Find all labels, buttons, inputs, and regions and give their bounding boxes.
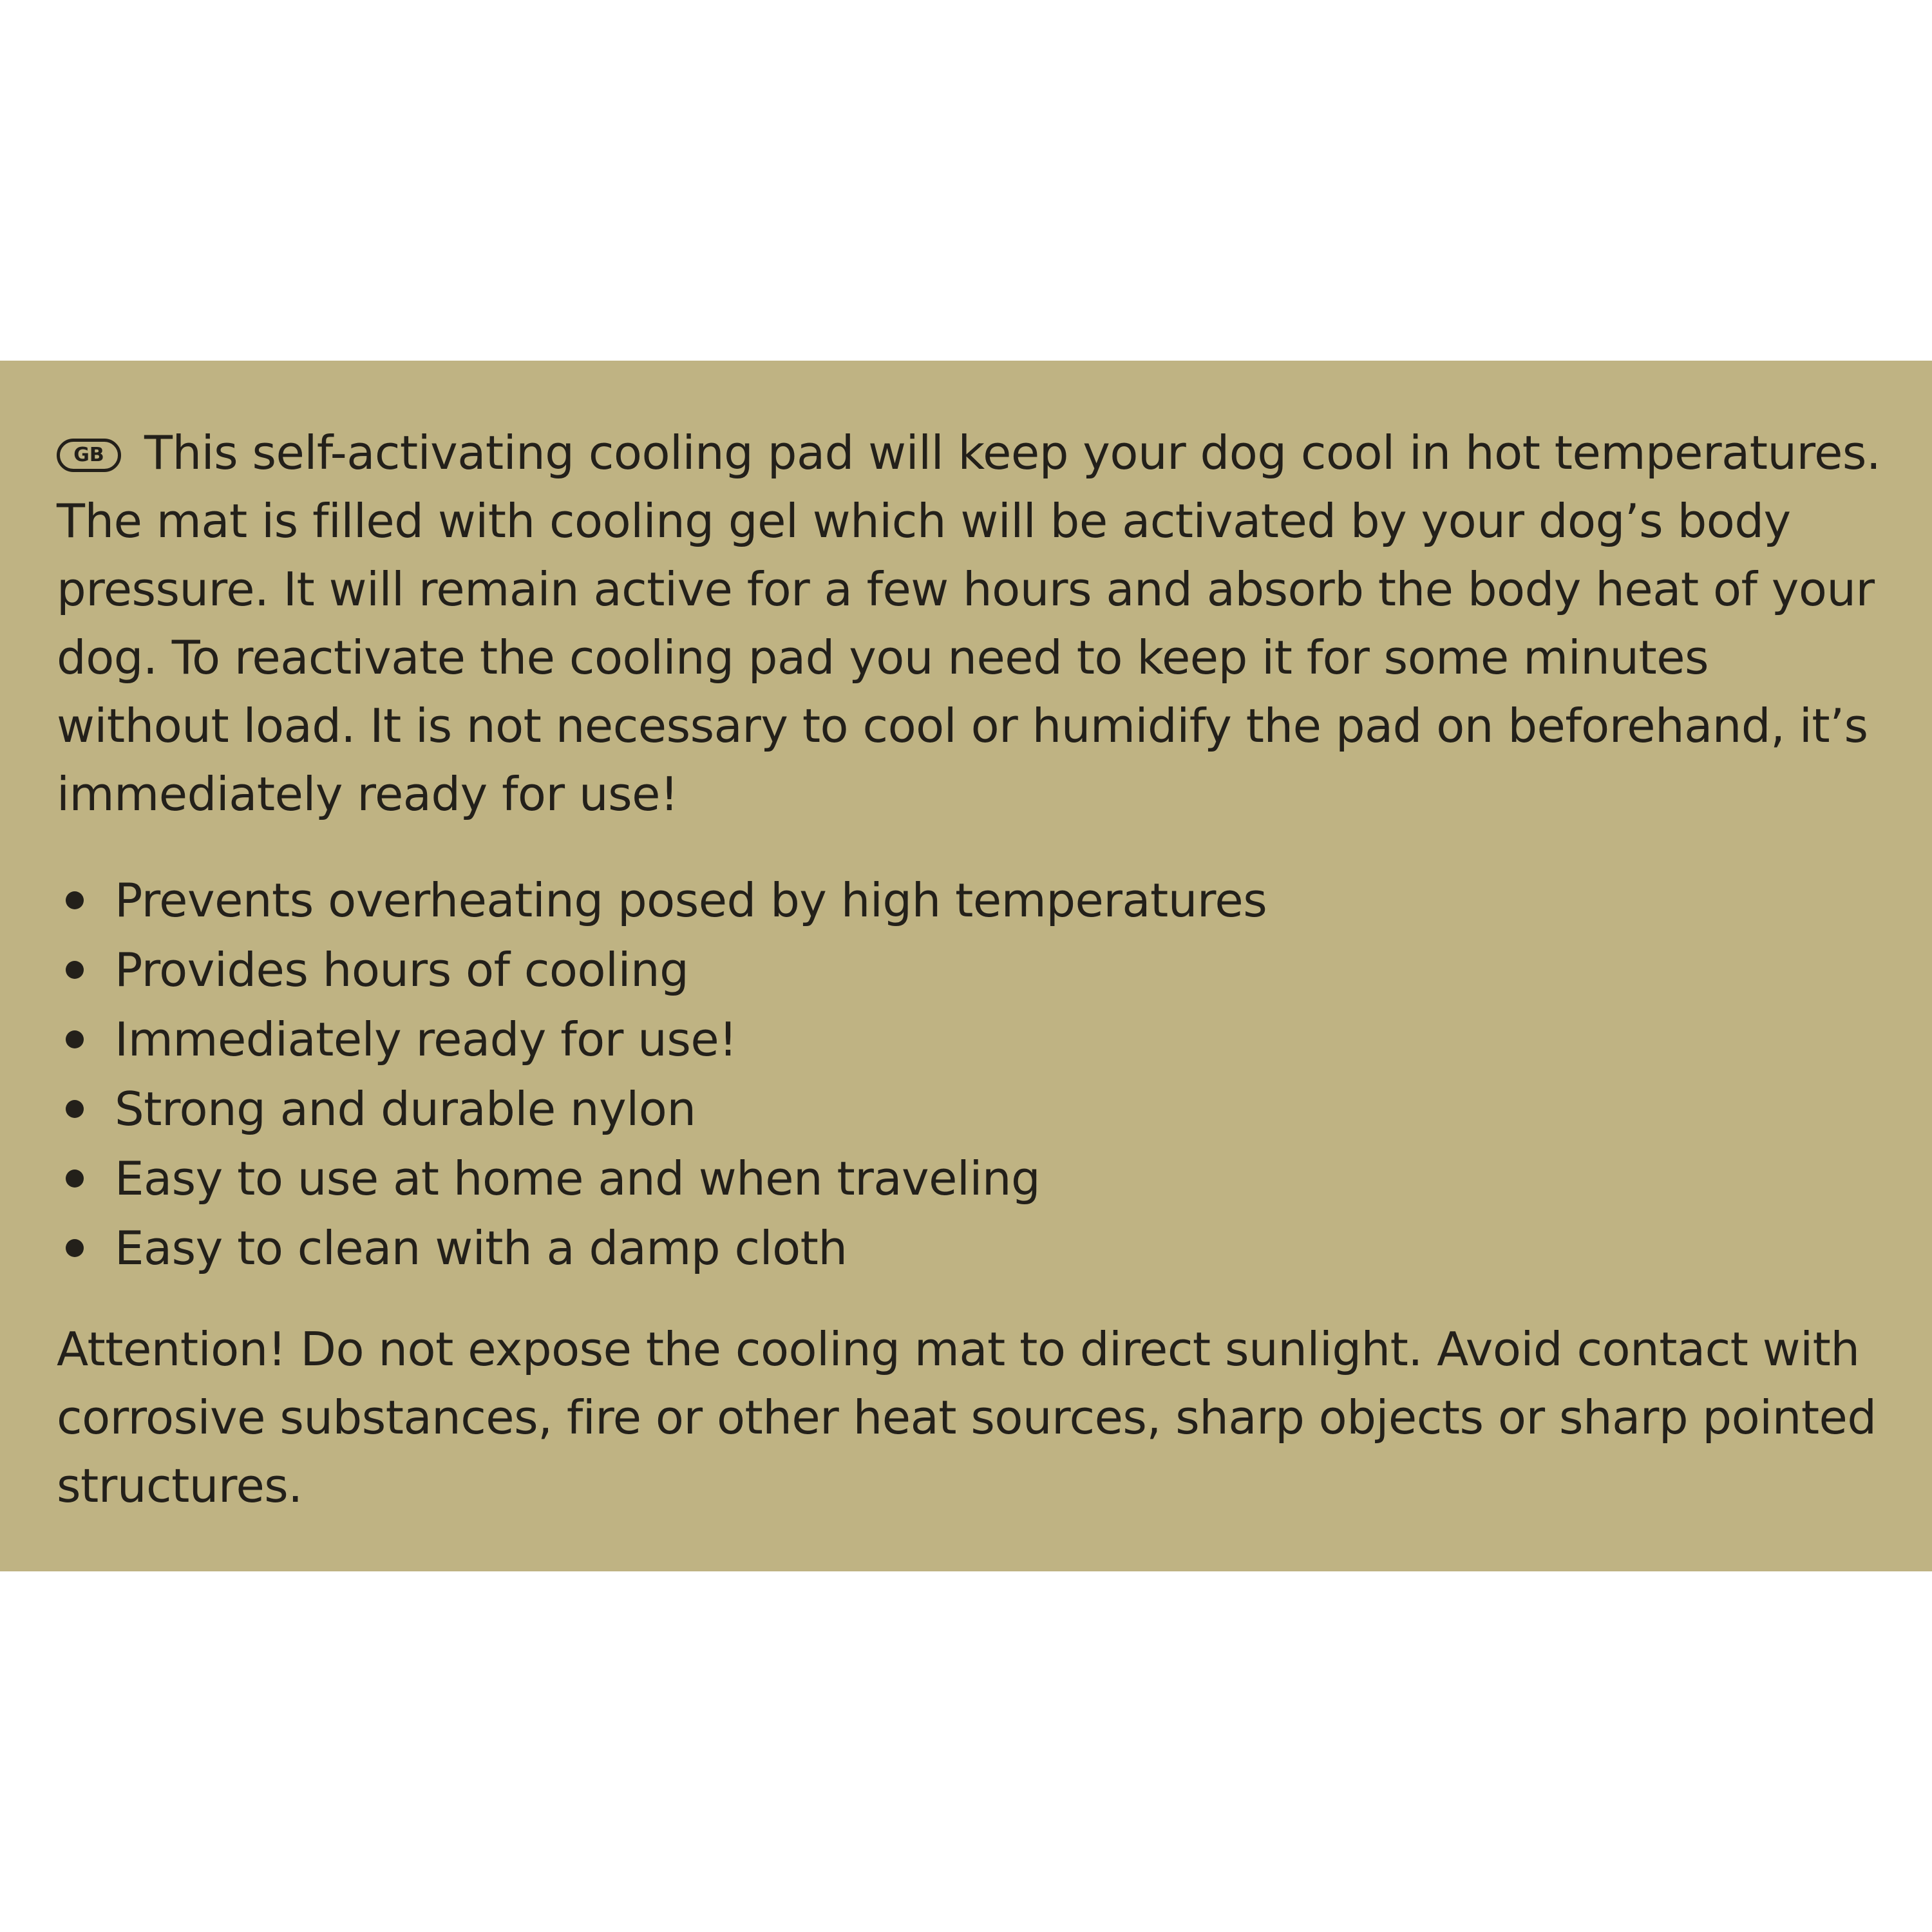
bullet-icon xyxy=(66,1030,84,1048)
feature-item xyxy=(57,1213,1893,1283)
bullet-icon xyxy=(66,961,84,979)
intro-text: This self-activating cooling pad will keep your dog cool in hot temperatures. The mat is filled with cooling gel which will be activated by your dog’s body pressure. It will remain active for a few hours and absorb the body heat of your dog. To reactivate the cooling pad you need to keep it for some minutes without load. It is not necessary to cool or humidify the pad on beforehand, it’s immediately ready for use! xyxy=(57,426,1881,821)
language-badge: GB xyxy=(57,439,121,472)
bullet-icon xyxy=(66,1100,84,1118)
feature-item xyxy=(57,1074,1893,1144)
bullet-icon xyxy=(66,1239,84,1257)
product-info-panel xyxy=(0,361,1932,1571)
feature-text: Provides hours of cooling xyxy=(115,943,689,997)
feature-text: Immediately ready for use! xyxy=(115,1012,737,1066)
feature-text: Prevents overheating posed by high temperatures xyxy=(115,873,1267,927)
feature-item xyxy=(57,1144,1893,1213)
feature-item xyxy=(57,935,1893,1005)
bullet-icon xyxy=(66,1170,84,1188)
bullet-icon xyxy=(66,891,84,909)
feature-text: Easy to use at home and when traveling xyxy=(115,1151,1041,1206)
intro-paragraph xyxy=(57,419,1893,828)
feature-item xyxy=(57,866,1893,935)
feature-list xyxy=(57,866,1893,1283)
feature-text: Strong and durable nylon xyxy=(115,1082,696,1136)
feature-item xyxy=(57,1005,1893,1074)
attention-paragraph: Attention! Do not expose the cooling mat to direct sunlight. Avoid contact with corrosive substances, fire or other heat sources, sharp objects or sharp pointed structures. xyxy=(57,1322,1877,1513)
feature-text: Easy to clean with a damp cloth xyxy=(115,1221,848,1275)
